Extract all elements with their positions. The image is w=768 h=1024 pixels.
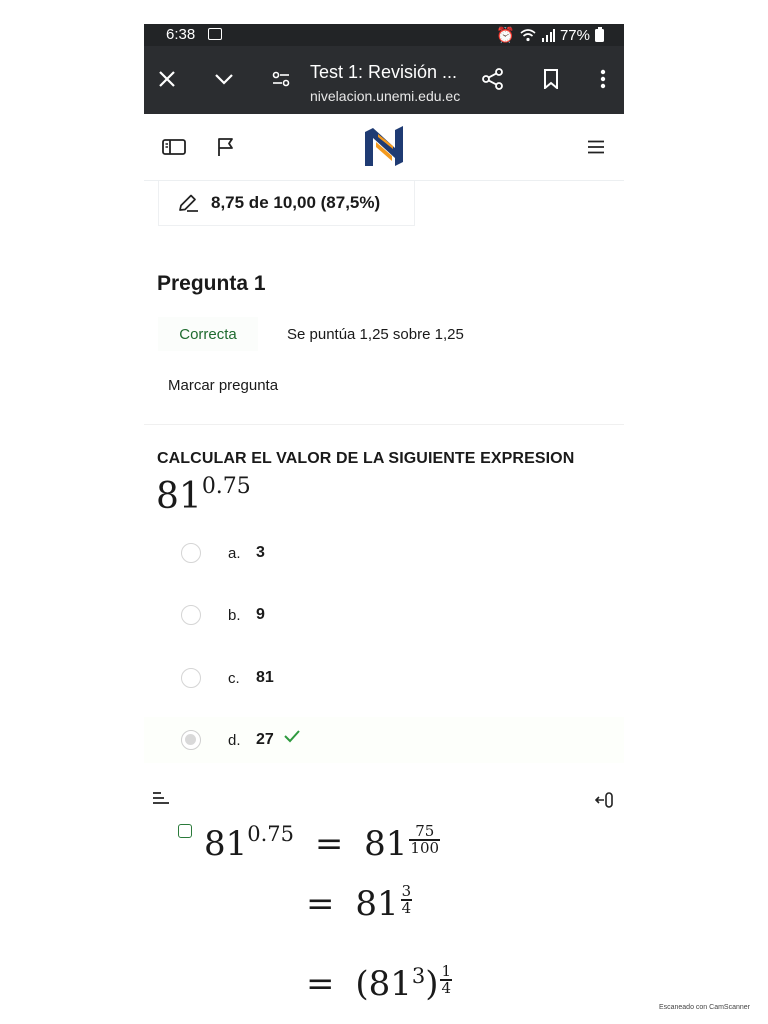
radio-button[interactable] bbox=[181, 668, 201, 688]
derivation-line-1 bbox=[204, 824, 440, 864]
status-time: 6:38 bbox=[166, 26, 196, 43]
option-value: 9 bbox=[256, 606, 265, 623]
alarm-icon: ⏰ bbox=[496, 27, 515, 44]
derivation-base: 81 bbox=[355, 884, 399, 924]
answer-option-b[interactable] bbox=[144, 592, 624, 638]
flag-question-link[interactable]: Marcar pregunta bbox=[168, 377, 279, 394]
fraction-denominator: 4 bbox=[401, 899, 412, 917]
scanner-watermark: Escaneado con CamScanner bbox=[658, 1004, 750, 1011]
fraction-numerator: 75 bbox=[409, 824, 440, 841]
site-header bbox=[144, 114, 624, 181]
option-letter: a. bbox=[228, 544, 241, 562]
answer-option-d[interactable] bbox=[144, 717, 624, 763]
page-url[interactable]: nivelacion.unemi.edu.ec bbox=[310, 88, 461, 104]
radio-button[interactable] bbox=[181, 605, 201, 625]
chevron-down-icon[interactable] bbox=[211, 66, 237, 92]
paren-open: (81 bbox=[355, 964, 412, 1004]
solution-derivation bbox=[144, 814, 624, 1009]
flag-icon[interactable] bbox=[213, 134, 239, 160]
question-score: Se puntúa 1,25 sobre 1,25 bbox=[287, 326, 464, 343]
edit-pencil-icon bbox=[177, 193, 199, 213]
grade-summary bbox=[158, 181, 415, 226]
derivation-base: 81 bbox=[204, 824, 248, 864]
wifi-icon bbox=[520, 29, 536, 42]
question-state-badge: Correcta bbox=[158, 317, 258, 351]
fraction-exponent bbox=[440, 964, 452, 996]
fraction-denominator: 100 bbox=[410, 839, 440, 857]
option-letter: d. bbox=[228, 731, 241, 749]
equals-sign: = bbox=[314, 824, 344, 864]
status-right bbox=[496, 26, 604, 44]
question-title: Pregunta 1 bbox=[157, 272, 266, 295]
divider bbox=[144, 424, 624, 425]
option-letter: c. bbox=[228, 669, 240, 687]
correct-check-icon bbox=[283, 729, 301, 743]
derivation-line-2 bbox=[306, 884, 412, 924]
expression-exponent: 0.75 bbox=[201, 474, 251, 499]
fraction-numerator: 1 bbox=[441, 962, 452, 980]
battery-icon bbox=[595, 29, 604, 42]
exit-icon[interactable] bbox=[595, 790, 615, 810]
page-settings-icon[interactable] bbox=[268, 66, 294, 92]
status-bar bbox=[144, 24, 624, 46]
fraction-exponent bbox=[409, 824, 440, 856]
smiley-icon bbox=[178, 824, 192, 838]
battery-percent: 77% bbox=[559, 26, 590, 44]
grade-text: 8,75 de 10,00 (87,5%) bbox=[211, 193, 381, 212]
fraction-numerator: 3 bbox=[401, 882, 412, 900]
share-icon[interactable] bbox=[480, 66, 506, 92]
option-value: 81 bbox=[256, 669, 274, 686]
fraction-exponent bbox=[401, 884, 413, 916]
expression-base: 81 bbox=[156, 476, 202, 517]
equals-sign: = bbox=[306, 964, 335, 1004]
site-logo[interactable] bbox=[363, 126, 405, 168]
derivation-base: 81 bbox=[364, 824, 408, 864]
derivation-line-3 bbox=[306, 964, 452, 1004]
signal-icon bbox=[541, 29, 555, 42]
page-title[interactable]: Test 1: Revisión ... bbox=[310, 62, 458, 82]
hamburger-menu-icon[interactable] bbox=[583, 134, 609, 160]
gallery-icon bbox=[208, 28, 222, 40]
more-menu-icon[interactable] bbox=[590, 66, 616, 92]
fraction-denominator: 4 bbox=[441, 979, 452, 997]
phone-screen bbox=[144, 24, 624, 1009]
sidebar-toggle-icon[interactable] bbox=[161, 134, 187, 160]
derivation-exponent: 0.75 bbox=[247, 822, 295, 846]
paren-close: ) bbox=[425, 964, 439, 1004]
inner-exponent: 3 bbox=[411, 964, 426, 988]
question-expression bbox=[156, 476, 251, 517]
option-letter: b. bbox=[228, 606, 241, 624]
answer-option-c[interactable] bbox=[144, 655, 624, 701]
text-align-icon[interactable] bbox=[151, 790, 171, 810]
equals-sign: = bbox=[306, 884, 335, 924]
answer-option-a[interactable] bbox=[144, 530, 624, 576]
radio-button[interactable] bbox=[181, 543, 201, 563]
bookmark-icon[interactable] bbox=[538, 66, 564, 92]
close-icon[interactable] bbox=[154, 66, 180, 92]
option-value: 3 bbox=[256, 544, 265, 561]
browser-bar bbox=[144, 46, 624, 114]
question-instruction: CALCULAR EL VALOR DE LA SIGUIENTE EXPRESION bbox=[157, 450, 575, 467]
radio-button-selected[interactable] bbox=[181, 730, 201, 750]
option-value: 27 bbox=[256, 731, 274, 748]
